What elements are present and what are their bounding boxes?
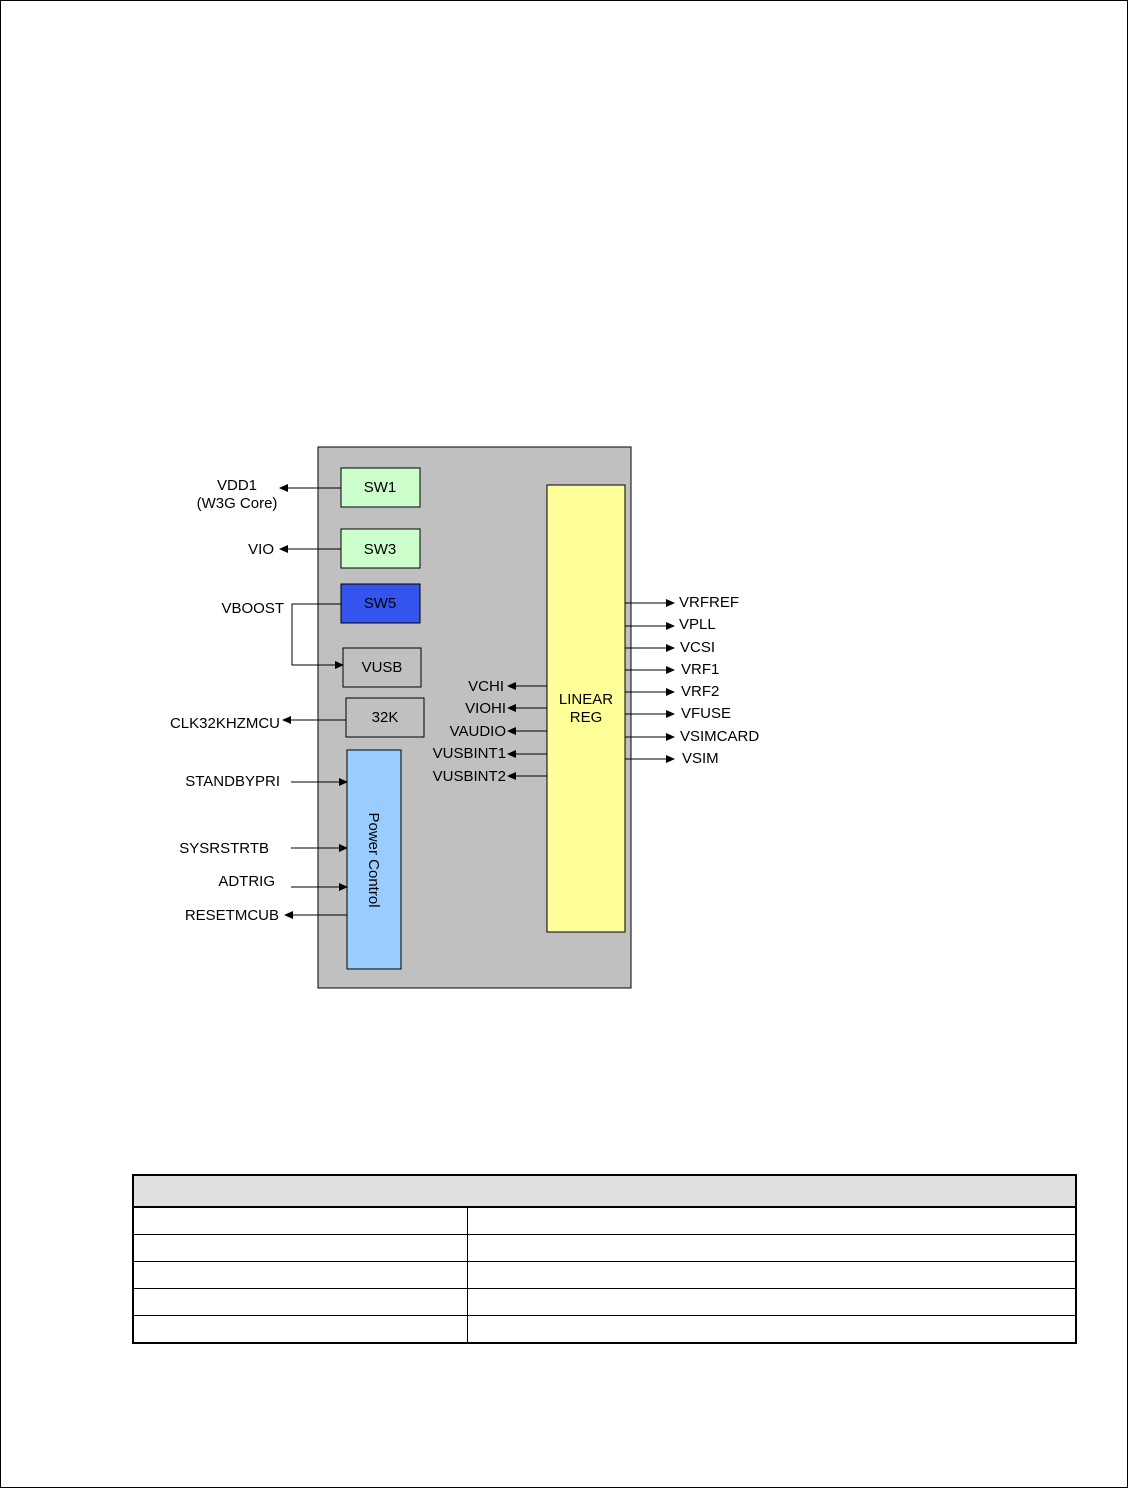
sw3-label: SW3 [363, 541, 397, 558]
table-row [133, 1316, 1076, 1344]
table-cell [133, 1235, 468, 1262]
resetmcub-label: RESETMCUB [184, 907, 279, 924]
vcsi-label: VCSI [680, 639, 716, 656]
vfuse-label: VFUSE [681, 705, 732, 722]
table-cell [468, 1262, 1077, 1289]
vusbint2-label: VUSBINT2 [432, 768, 506, 785]
table-cell [133, 1262, 468, 1289]
table-row [133, 1235, 1076, 1262]
32k-label: 32K [371, 709, 399, 726]
viohi-label: VIOHI [465, 700, 506, 717]
table-row [133, 1289, 1076, 1316]
table-cell [468, 1316, 1077, 1344]
vsim-label: VSIM [682, 750, 719, 767]
vrf1-label: VRF1 [681, 661, 720, 678]
sw1-label: SW1 [363, 479, 397, 496]
table-cell [133, 1289, 468, 1316]
vpll-label: VPLL [679, 616, 716, 633]
standbypri-label: STANDBYPRI [185, 773, 280, 790]
table-cell [468, 1289, 1077, 1316]
vusb-label: VUSB [361, 659, 403, 676]
vio-label: VIO [248, 541, 274, 558]
vaudio-label: VAUDIO [449, 723, 506, 740]
table-cell [133, 1207, 468, 1235]
adtrig-label: ADTRIG [218, 873, 275, 890]
vdd1-sublabel: (W3G Core) [196, 495, 278, 512]
power-control-label: Power Control [365, 812, 382, 908]
vboost-label: VBOOST [221, 600, 284, 617]
table-row [133, 1207, 1076, 1235]
table-row [133, 1262, 1076, 1289]
linear-reg-label-line2: REG [569, 709, 603, 726]
vdd1-label: VDD1 [216, 477, 258, 494]
table-header [133, 1175, 1076, 1207]
table-header-row [133, 1175, 1076, 1207]
vusbint1-label: VUSBINT1 [432, 745, 506, 762]
clk32-label: CLK32KHZMCU [169, 715, 280, 732]
vsimcard-label: VSIMCARD [680, 728, 760, 745]
sysrstrtb-label: SYSRSTRTB [179, 840, 269, 857]
sw5-label: SW5 [363, 595, 397, 612]
linear-reg-label-line1: LINEAR [558, 691, 614, 708]
table-cell [468, 1207, 1077, 1235]
vrf2-label: VRF2 [681, 683, 720, 700]
table-cell [468, 1235, 1077, 1262]
vrfref-label: VRFREF [679, 594, 739, 611]
vchi-label: VCHI [468, 678, 504, 695]
data-table [132, 1174, 1077, 1344]
table-cell [133, 1316, 468, 1344]
